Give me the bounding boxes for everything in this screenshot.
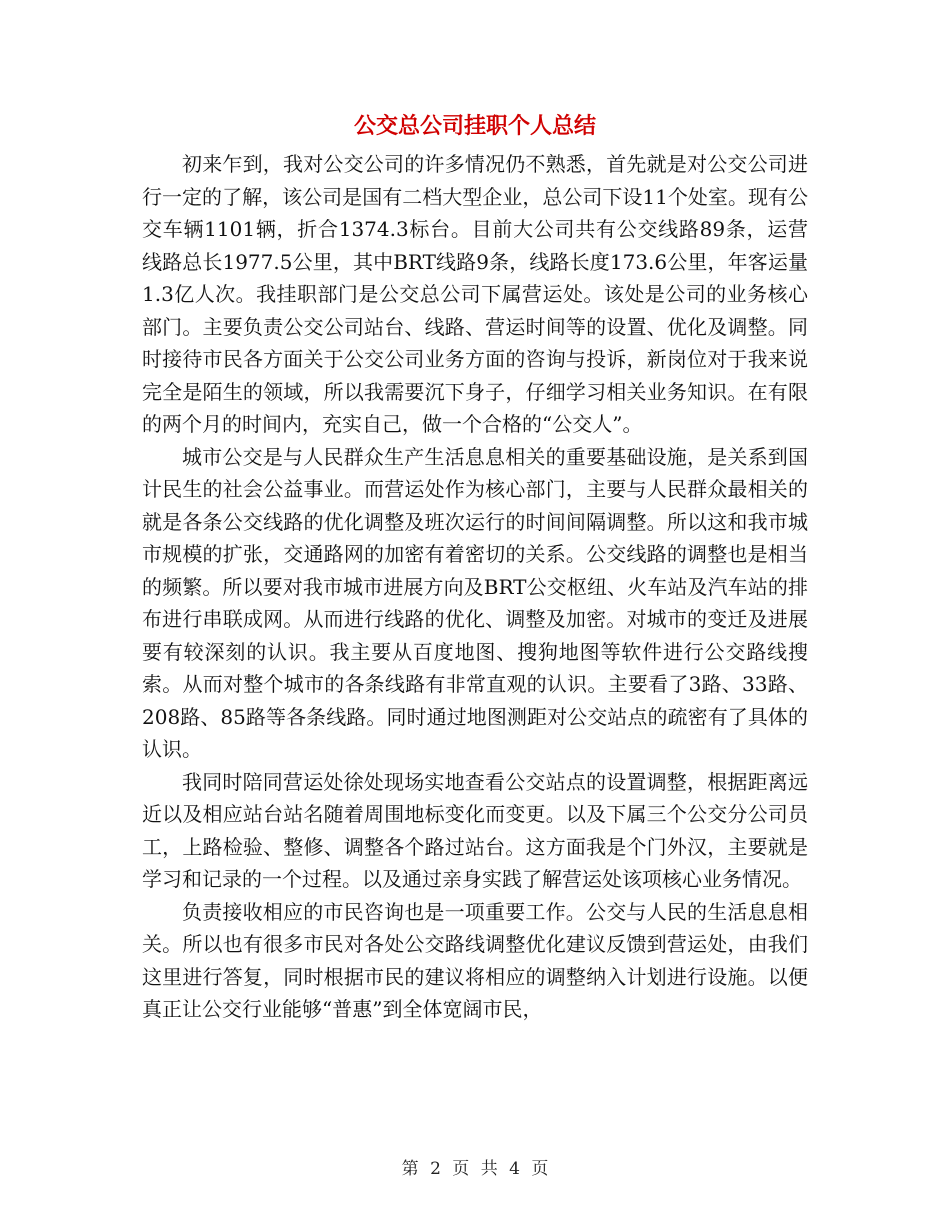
document-body <box>142 148 808 1026</box>
paragraph-4: 负责接收相应的市民咨询也是一项重要工作。公交与人民的生活息息相关。所以也有很多市民对各处公交路线调整优化建议反馈到营运处，由我们这里进行答复，同时根据市民的建议将相应的调整纳入计划进行设施。以便真正让公交行业能够“普惠”到全体宽阔市民， <box>142 899 808 1021</box>
page-footer <box>0 1154 950 1179</box>
footer-page-word: 页 <box>452 1159 470 1179</box>
footer-total-prefix: 共 <box>480 1159 498 1179</box>
document-title: 公交总公司挂职个人总结 <box>353 113 596 139</box>
paragraph-3: 我同时陪同营运处徐处现场实地查看公交站点的设置调整，根据距离远近以及相应站台站名随着周围地标变化而变更。以及下属三个公交分公司员工，上路检验、整修、调整各个路过站台。这方面我是个门外汉，主要就是学习和记录的一个过程。以及通过亲身实践了解营运处该项核心业务情况。 <box>142 769 808 891</box>
paragraph-1: 初来乍到，我对公交公司的许多情况仍不熟悉，首先就是对公交公司进行一定的了解，该公司是国有二档大型企业，总公司下设11个处室。现有公交车辆1101辆，折合1374.3标台。目前大公司共有公交线路89条，运营线路总长1977.5公里，其中BRT线路9条，线路长度173.6公里，年客运量1.3亿人次。我挂职部门是公交总公司下属营运处。该处是公司的业务核心部门。主要负责公交公司站台、线路、营运时间等的设置、优化及调整。同时接待市民各方面关于公交公司业务方面的咨询与投诉，新岗位对于我来说完全是陌生的领域，所以我需要沉下身子，仔细学习相关业务知识。在有限的两个月的时间内，充实自己，做一个合格的“公交人”。 <box>142 152 808 436</box>
footer-suffix: 页 <box>531 1159 549 1179</box>
paragraph-2: 城市公交是与人民群众生产生活息息相关的重要基础设施，是关系到国计民生的社会公益事业。而营运处作为核心部门，主要与人民群众最相关的就是各条公交线路的优化调整及班次运行的时间间隔调整。所以这和我市城市规模的扩张，交通路网的加密有着密切的关系。公交线路的调整也是相当的频繁。所以要对我市城市进展方向及BRT公交枢纽、火车站及汽车站的排布进行串联成网。从而进行线路的优化、调整及加密。对城市的变迁及进展要有较深刻的认识。我主要从百度地图、搜狗地图等软件进行公交路线搜索。从而对整个城市的各条线路有非常直观的认识。主要看了3路、33路、208路、85路等各条线路。同时通过地图测距对公交站点的疏密有了具体的认识。 <box>142 444 808 761</box>
footer-prefix: 第 <box>401 1159 419 1179</box>
footer-total-pages: 4 <box>509 1159 520 1179</box>
footer-current-page: 2 <box>430 1159 441 1179</box>
